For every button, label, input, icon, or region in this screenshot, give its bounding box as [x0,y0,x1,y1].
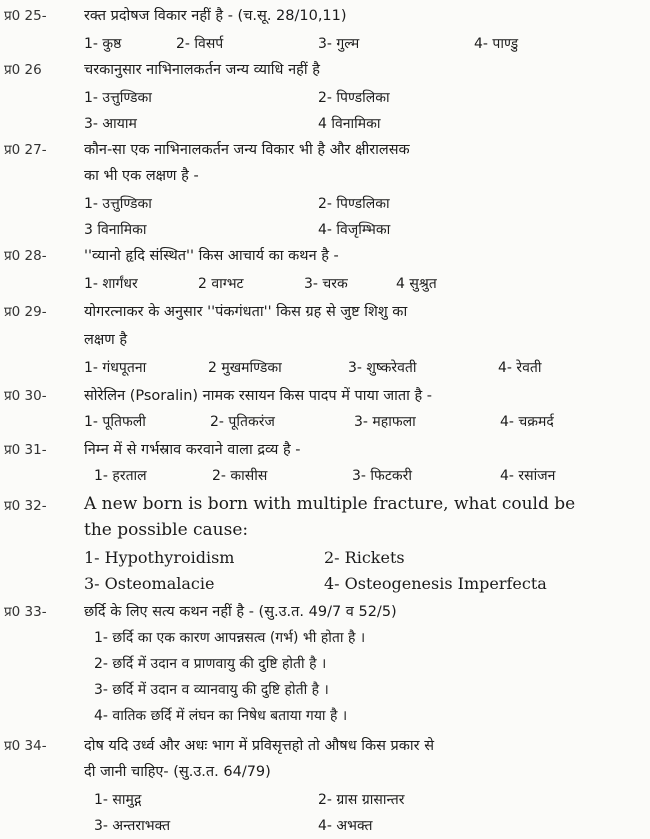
option: 3- चरक [304,276,348,292]
question-text-continued: लक्षण है [84,332,128,348]
option: 2- विसर्प [176,36,224,52]
option: 4 विनामिका [318,116,381,132]
question-number: प्र0 26 [4,62,42,78]
option: 1- हरताल [94,468,147,484]
question-number: प्र0 27- [4,142,47,158]
option: 1- उत्तुण्डिका [84,196,152,212]
question-number: प्र0 32- [4,498,47,514]
option: 1- छर्दि का एक कारण आपन्नसत्व (गर्भ) भी होता है । [94,630,366,646]
option: 4 सुश्रुत [396,276,437,292]
question-number: प्र0 33- [4,604,47,620]
option: 3- महाफला [354,414,416,430]
option: 3 विनामिका [84,222,147,238]
option: 2- पिण्डलिका [318,196,390,212]
question-text: चरकानुसार नाभिनालकर्तन जन्य व्याधि नहीं है [84,62,320,78]
option: 1- शार्गंधर [84,276,138,292]
option: 2- Rickets [324,548,405,567]
option: 4- रसांजन [500,468,556,484]
question-text-continued: का भी एक लक्षण है - [84,168,199,184]
question-text-continued: दी जानी चाहिए- (सु.उ.त. 64/79) [84,764,271,780]
option: 3- गुल्म [318,36,360,52]
option: 1- सामुद्ग [94,792,142,808]
option: 4- पाण्डु [474,36,519,52]
option: 2 मुखमण्डिका [208,360,282,376]
option: 1- पूतिफली [84,414,146,430]
question-text: निम्न में से गर्भस्राव करवाने वाला द्रव्य है - [84,442,301,458]
question-number: प्र0 29- [4,304,47,320]
option: 4- अभक्त [318,818,373,834]
option: 4- रेवती [498,360,542,376]
question-text: योगरत्नाकर के अनुसार ''पंकगंधता'' किस ग्रह से जुष्ट शिशु का [84,304,408,320]
option: 1- उत्तुण्डिका [84,90,152,106]
option: 1- Hypothyroidism [84,548,235,567]
question-number: प्र0 28- [4,248,47,264]
question-number: प्र0 31- [4,442,47,458]
question-text: छर्दि के लिए सत्य कथन नहीं है - (सु.उ.त. 49/7 व 52/5) [84,604,397,620]
option: 3- शुष्करेवती [348,360,417,376]
option: 4- Osteogenesis Imperfecta [324,574,547,593]
option: 4- चक्रमर्द [500,414,554,430]
question-text: सोरेलिन (Psoralin) नामक रसायन किस पादप में पाया जाता है - [84,388,433,404]
question-number: प्र0 34- [4,738,47,754]
question-text: A new born is born with multiple fracture, what could be [84,494,576,514]
option: 1- कुष्ठ [84,36,122,52]
option: 2- पिण्डलिका [318,90,390,106]
question-text-continued: the possible cause: [84,520,249,540]
option: 2 वाग्भट [198,276,244,292]
question-text: दोष यदि उर्ध्व और अधः भाग में प्रविसृत्तहो तो औषध किस प्रकार से [84,738,435,754]
question-text: ''व्यानो हृदि संस्थित'' किस आचार्य का कथन है - [84,248,339,264]
option: 3- Osteomalacie [84,574,215,593]
option: 3- आयाम [84,116,137,132]
option: 2- कासीस [212,468,268,484]
option: 2- छर्दि में उदान व प्राणवायु की दुष्टि होती है । [94,656,327,672]
option: 3- छर्दि में उदान व व्यानवायु की दुष्टि होती है । [94,682,329,698]
question-text: रक्त प्रदोषज विकार नहीं है - (च.सू. 28/10,11) [84,8,347,24]
question-number: प्र0 25- [4,8,47,24]
option: 1- गंधपूतना [84,360,147,376]
question-text: कौन-सा एक नाभिनालकर्तन जन्य विकार भी है और क्षीरालसक [84,142,410,158]
option: 3- अन्तराभक्त [94,818,171,834]
question-number: प्र0 30- [4,388,47,404]
option: 3- फिटकरी [352,468,412,484]
option: 4- वातिक छर्दि में लंघन का निषेध बताया गया है । [94,708,348,724]
option: 4- विजृम्भिका [318,222,391,238]
option: 2- पूतिकरंज [210,414,275,430]
option: 2- ग्रास ग्रासान्तर [318,792,405,808]
